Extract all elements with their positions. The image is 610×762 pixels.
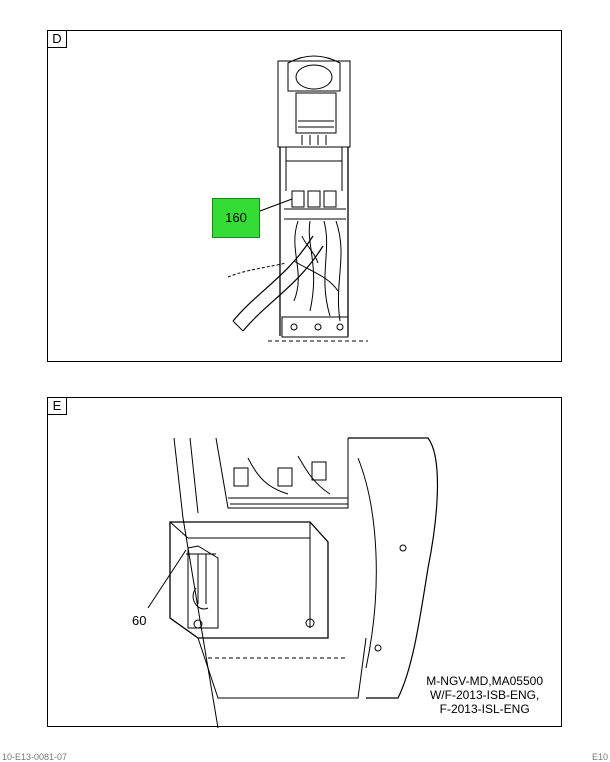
note-line-3: F-2013-ISL-ENG (439, 702, 530, 716)
panel-d-label: D (48, 31, 67, 48)
footer-doc-id: 10-E13-0081-07 (2, 752, 68, 762)
callout-60: 60 (132, 613, 147, 628)
panel-e-label: E (48, 398, 67, 415)
panel-d (47, 30, 562, 362)
panel-d-illustration (48, 31, 563, 363)
note-line-1: M-NGV-MD,MA05500 (426, 674, 543, 688)
footer-page-id: E10 (591, 752, 608, 762)
note-line-2: W/F-2013-ISB-ENG, (429, 688, 540, 702)
panel-e (47, 397, 562, 727)
callout-160: 160 (212, 198, 260, 238)
applicability-note (426, 674, 543, 716)
